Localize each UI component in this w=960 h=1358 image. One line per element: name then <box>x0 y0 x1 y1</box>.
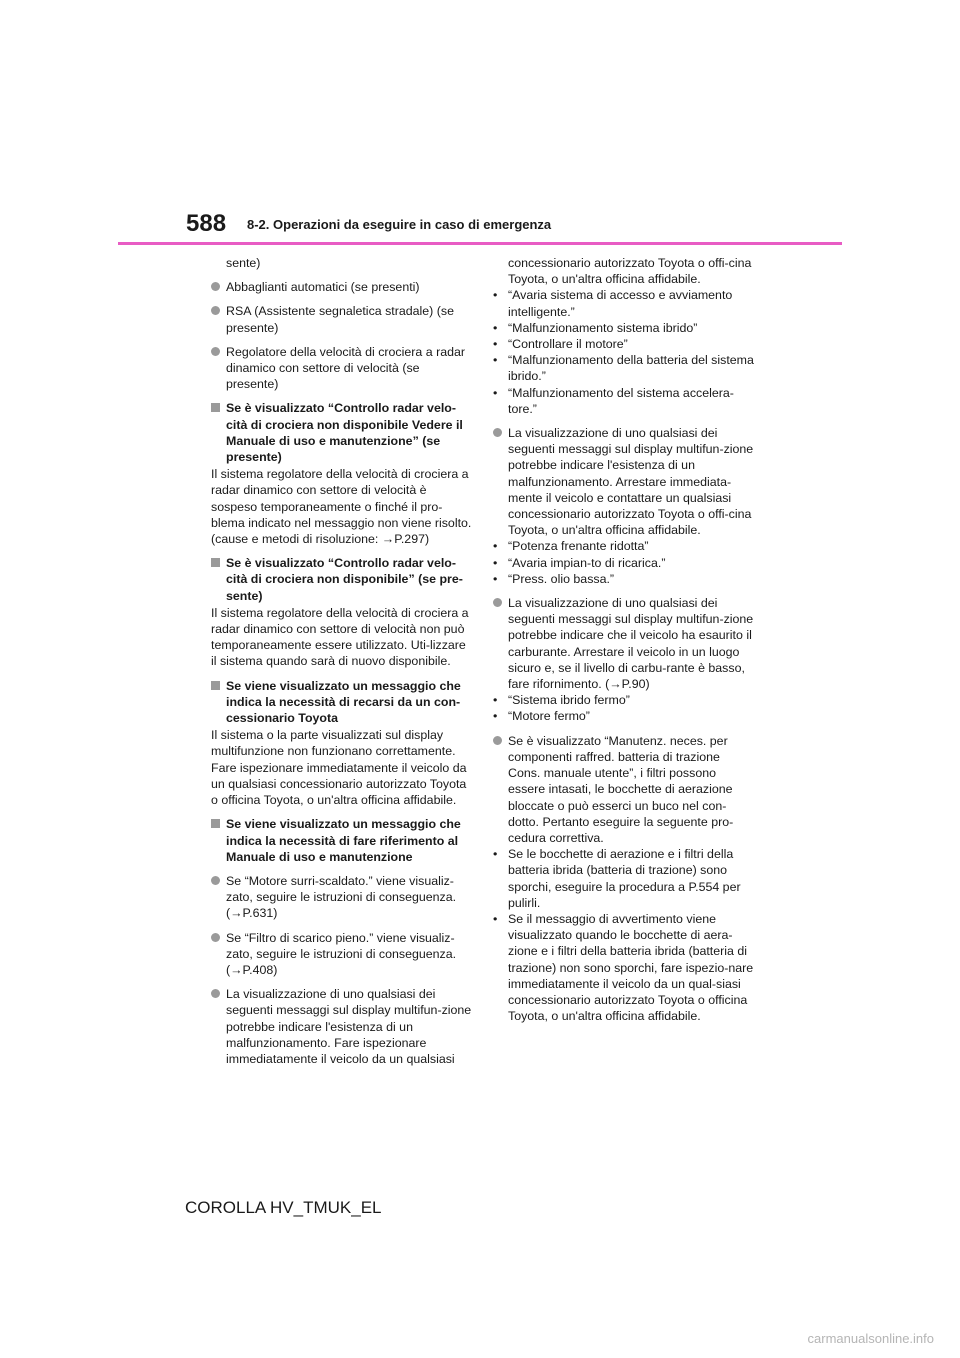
list-item <box>493 425 755 538</box>
bullet-text: La visualizzazione di uno qualsiasi dei seguenti messaggi sul display multifun-zione potrebbe indicare l'esistenza di un malfunzionamento. Arrestare immediata-mente il veicolo e contattare un qualsiasi concessionario autorizzato Toyota o offi-cina Toyota, o un'altra officina affidabile. <box>508 426 754 538</box>
bullet-dot-icon <box>493 428 502 437</box>
sub-list-item: • “Malfunzionamento del sistema accelera-tore.” <box>493 385 734 416</box>
square-bullet-icon <box>211 403 220 412</box>
bullet-text: RSA (Assistente segnaletica stradale) (se presente) <box>226 304 454 335</box>
paragraph: Il sistema regolatore della velocità di crociera a radar dinamico con settore di velocità è sospeso temporaneamente o finché il pro-blema indicato nel messaggio non viene risolto. (cause e metodi di risoluzione: →P.297) <box>211 467 472 547</box>
right-column <box>493 255 755 1032</box>
bullet-text: Se “Motore surri-scaldato.” viene visualiz-zato, seguire le istruzioni di conseguenza. (→P.631) <box>226 873 457 921</box>
list-item <box>211 873 473 922</box>
watermark: carmanualsonline.info <box>807 1331 934 1346</box>
sub-list-item: • “Sistema ibrido fermo” <box>493 693 630 708</box>
list-item <box>211 344 473 393</box>
paragraph: Il sistema o la parte visualizzati sul display multifunzione non funzionano correttamente. Fare ispezionare immediatamente il veicolo da un qualsiasi concessionario autorizzato Toyota o officina Toyota, o un'altra officina affidabile. <box>211 728 467 808</box>
heading-text: Se viene visualizzato un messaggio che indica la necessità di recarsi da un con-cessionario Toyota <box>226 678 461 726</box>
bullet-text: Se è visualizzato “Manutenz. neces. per componenti raffred. batteria di trazione Cons. manuale utente”, i filtri possono essere intasati, le bocchette di aerazione bloccate o può esserci un buco nel con-dotto. Pertanto eseguire la seguente pro-cedura correttiva. <box>508 733 734 845</box>
section-title: 8-2. Operazioni da eseguire in caso di emergenza <box>247 217 552 232</box>
list-item <box>493 733 755 846</box>
list-item <box>211 986 473 1067</box>
square-bullet-icon <box>211 558 220 567</box>
bullet-dot-icon <box>211 989 220 998</box>
sub-list-item: • “Potenza frenante ridotta” <box>493 539 649 554</box>
continued-text: sente) <box>226 256 261 270</box>
subsection-heading <box>211 678 473 727</box>
sub-list-item: • Se le bocchette di aerazione e i filtri della batteria ibrida (batteria di trazione) sono sporchi, eseguire la procedura a P.554 per pulirli. <box>493 847 741 910</box>
list-item <box>211 279 473 295</box>
subsection-heading <box>211 555 473 604</box>
subsection-heading <box>211 400 473 465</box>
bullet-text: Se “Filtro di scarico pieno.” viene visualiz-zato, seguire le istruzioni di conseguenza. (→P.408) <box>226 930 457 977</box>
bullet-dot-icon <box>211 347 220 356</box>
sub-list-item: • “Controllare il motore” <box>493 337 628 352</box>
sub-list-item: • “Motore fermo” <box>493 709 590 724</box>
continued-text: concessionario autorizzato Toyota o offi-cina Toyota, o un'altra officina affidabile. <box>508 256 752 287</box>
sub-list-item: • “Avaria impian-to di ricarica.” <box>493 555 666 570</box>
list-item <box>493 595 755 692</box>
sub-list-item: • “Malfunzionamento della batteria del sistema ibrido.” <box>493 353 754 384</box>
list-item <box>211 930 473 979</box>
bullet-dot-icon <box>493 736 502 745</box>
square-bullet-icon <box>211 819 220 828</box>
bullet-text: La visualizzazione di uno qualsiasi dei seguenti messaggi sul display multifun-zione potrebbe indicare l'esistenza di un malfunzionamento. Fare ispezionare immediatamente il veicolo da un qualsiasi <box>226 987 472 1066</box>
header-rule <box>118 242 842 245</box>
sub-list-item: • “Press. olio bassa.” <box>493 571 615 586</box>
heading-text: Se è visualizzato “Controllo radar velo-cità di crociera non disponibile” (se pre-sente) <box>226 556 463 603</box>
left-column <box>211 255 473 1075</box>
bullet-text: La visualizzazione di uno qualsiasi dei seguenti messaggi sul display multifun-zione potrebbe indicare che il veicolo ha esaurito il carburante. Arrestare il veicolo in un luogo sicuro e, se il livello di carbu-rante è basso, fare rifornimento. (→P.90) <box>508 596 754 692</box>
bullet-dot-icon <box>211 282 220 291</box>
sub-list-item: • “Avaria sistema di accesso e avviamento intelligente.” <box>493 288 733 319</box>
bullet-dot-icon <box>211 876 220 885</box>
sub-list-item: • “Malfunzionamento sistema ibrido” <box>493 320 698 335</box>
paragraph: Il sistema regolatore della velocità di crociera a radar dinamico con settore di velocità non può temporaneamente essere utilizzato. Uti-lizzare il sistema quando sarà di nuovo disponibile. <box>211 605 469 669</box>
bullet-text: Abbaglianti automatici (se presenti) <box>226 280 420 295</box>
page-number: 588 <box>186 210 227 237</box>
heading-text: Se è visualizzato “Controllo radar velo-cità di crociera non disponibile Vedere il Manuale di uso e manutenzione” (se presente) <box>226 401 463 465</box>
heading-text: Se viene visualizzato un messaggio che indica la necessità di fare riferimento al Manuale di uso e manutenzione <box>226 817 461 864</box>
bullet-dot-icon <box>493 598 502 607</box>
list-item <box>211 303 473 335</box>
bullet-dot-icon <box>211 933 220 942</box>
sub-list-item: • Se il messaggio di avvertimento viene visualizzato quando le bocchette di aera-zione e i filtri della batteria ibrida (batteria di trazione) non sono sporchi, fare ispezio-nare immediatamente il veicolo da un qual-siasi concessionario autorizzato Toyota o officina Toyota, o un'altra officina affidabile. <box>493 911 754 1024</box>
bullet-text: Regolatore della velocità di crociera a radar dinamico con settore di velocità (se presente) <box>226 344 465 392</box>
footer-model: COROLLA HV_TMUK_EL <box>185 1198 382 1217</box>
square-bullet-icon <box>211 681 220 690</box>
bullet-dot-icon <box>211 306 220 315</box>
subsection-heading <box>211 816 473 865</box>
